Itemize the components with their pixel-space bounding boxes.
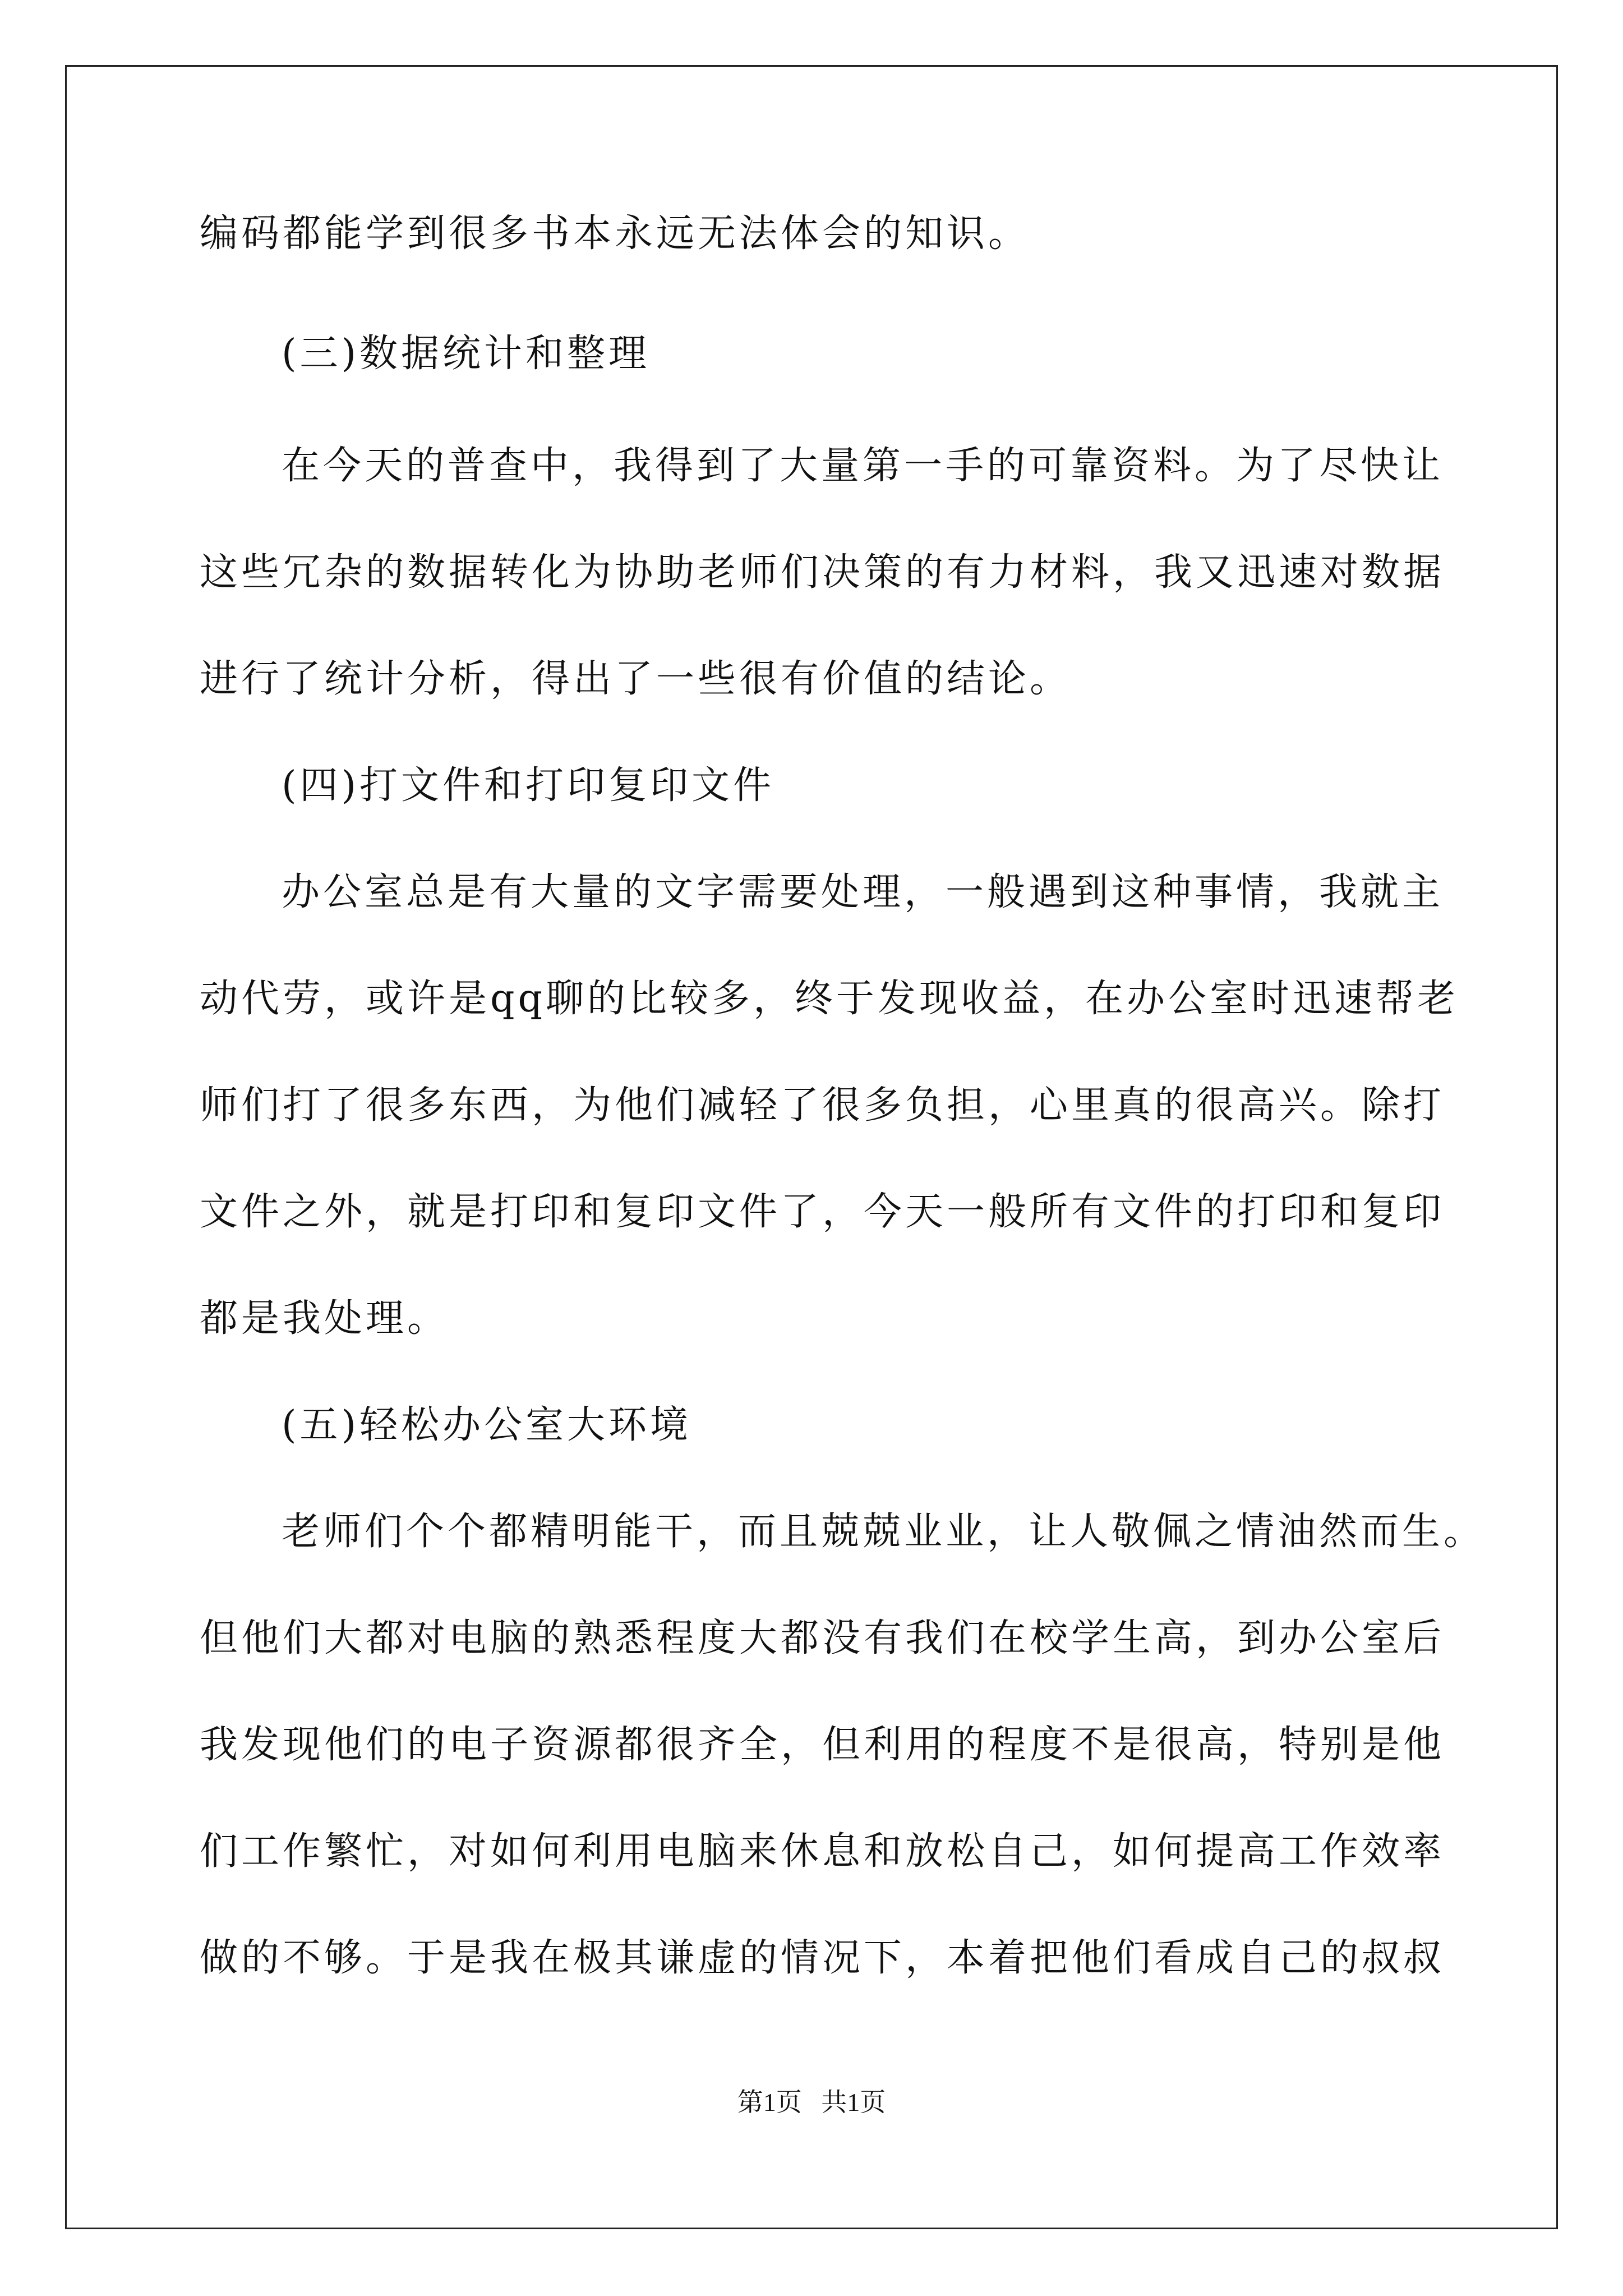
body-text-line: 在今天的普查中，我得到了大量第一手的可靠资料。为了尽快让 (282, 444, 1444, 488)
page-footer-page-info: 第1页 共1页 (737, 2088, 886, 2116)
body-text-line: 办公室总是有大量的文字需要处理，一般遇到这种事情，我就主 (282, 870, 1444, 914)
body-text-line: 编码都能学到很多书本永远无法体会的知识。 (200, 211, 1030, 256)
body-text-line: 都是我处理。 (200, 1296, 449, 1341)
body-text-line: 但他们大都对电脑的熟悉程度大都没有我们在校学生高，到办公室后 (200, 1616, 1445, 1660)
section-heading-3: (三)数据统计和整理 (282, 332, 651, 376)
body-text-line: 做的不够。于是我在极其谦虚的情况下，本着把他们看成自己的叔叔 (200, 1936, 1445, 1980)
body-text-line: 们工作繁忙，对如何利用电脑来休息和放松自己，如何提高工作效率 (200, 1829, 1445, 1874)
body-text-line: 师们打了很多东西，为他们减轻了很多负担，心里真的很高兴。除打 (200, 1083, 1445, 1128)
body-text-line: 这些冗杂的数据转化为协助老师们决策的有力材料，我又迅速对数据 (200, 550, 1445, 595)
page-frame (65, 65, 1558, 2229)
body-text-line: 我发现他们的电子资源都很齐全，但利用的程度不是很高，特别是他 (200, 1723, 1445, 1767)
body-text-line: 动代劳，或许是qq聊的比较多，终于发现收益，在办公室时迅速帮老 (200, 977, 1459, 1021)
section-heading-5: (五)轻松办公室大环境 (282, 1403, 692, 1447)
body-text-line: 进行了统计分析，得出了一些很有价值的结论。 (200, 657, 1072, 701)
body-text-line: 文件之外，就是打印和复印文件了，今天一般所有文件的打印和复印 (200, 1190, 1445, 1234)
body-text-line: 老师们个个都精明能干，而且兢兢业业，让人敬佩之情油然而生。 (282, 1510, 1486, 1554)
section-heading-4: (四)打文件和打印复印文件 (282, 763, 775, 808)
